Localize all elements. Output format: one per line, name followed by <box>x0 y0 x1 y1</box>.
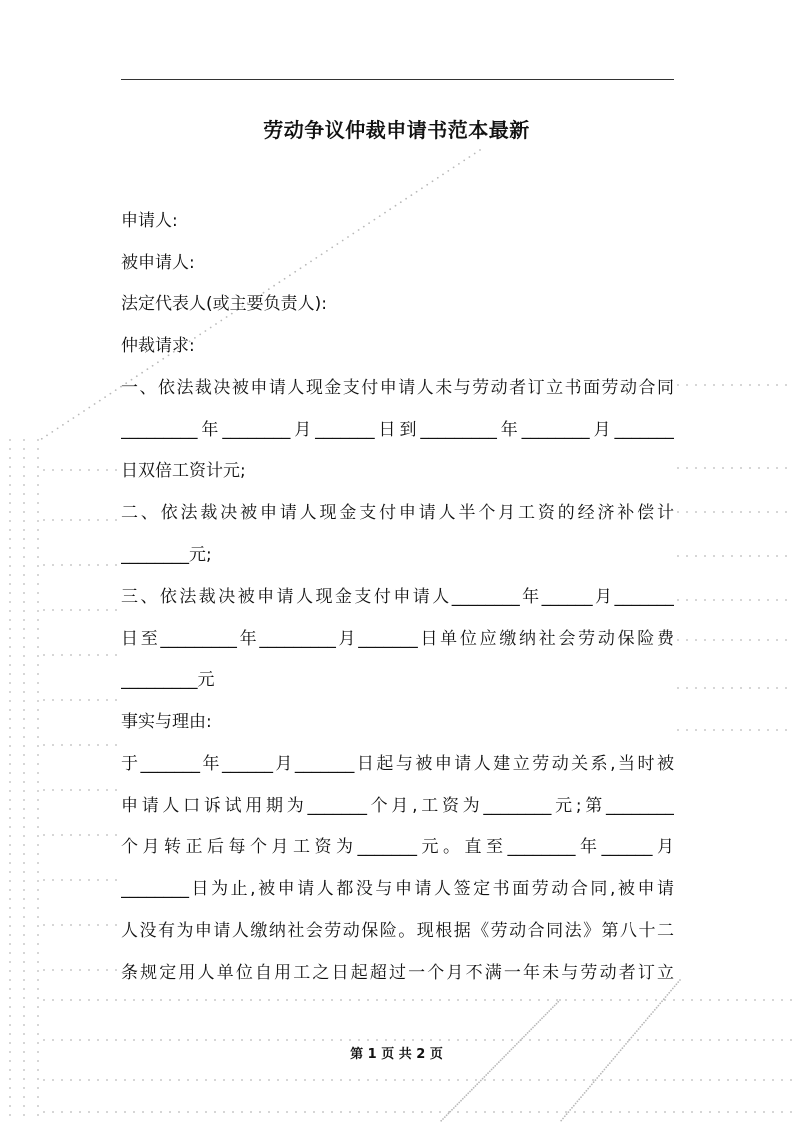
arbitration-claims-heading: 仲裁请求: <box>121 336 195 356</box>
legal-representative-label: 法定代表人(或主要负责人): <box>121 294 327 314</box>
facts-line-5: 人没有为申请人缴纳社会劳动保险。现根据《劳动合同法》第八十二 <box>121 921 674 941</box>
facts-line-2: 申请人口诉试用期为_______个月,工资为________元;第________ <box>121 796 674 816</box>
page-footer: 第 1 页 共 2 页 <box>350 1047 443 1062</box>
claim-2-line-2: ________元; <box>121 545 212 565</box>
header-rule <box>121 79 674 80</box>
claim-1-line-2: _________年________月_______日到_________年________月_______ <box>121 420 674 440</box>
document-title: 劳动争议仲裁申请书范本最新 <box>263 118 530 142</box>
claim-3-line-3: _________元 <box>121 670 215 690</box>
facts-line-3: 个月转正后每个月工资为_______元。直至________年______月 <box>121 837 674 857</box>
respondent-label: 被申请人: <box>121 253 195 273</box>
facts-reasons-heading: 事实与理由: <box>121 712 212 732</box>
applicant-label: 申请人: <box>121 211 178 231</box>
facts-line-6: 条规定用人单位自用工之日起超过一个月不满一年未与劳动者订立 <box>121 963 674 983</box>
claim-3-line-2: 日至_________年_________月_______日单位应缴纳社会劳动保险费 <box>121 629 674 649</box>
claim-3-line-1: 三、依法裁决被申请人现金支付申请人________年______月_______ <box>121 587 674 607</box>
facts-line-1: 于_______年______月_______日起与被申请人建立劳动关系,当时被 <box>121 754 674 774</box>
facts-line-4: ________日为止,被申请人都没与申请人签定书面劳动合同,被申请 <box>121 879 674 899</box>
claim-1-line-3: 日双倍工资计元; <box>121 461 246 481</box>
claim-1-line-1: 一、依法裁决被申请人现金支付申请人未与劳动者订立书面劳动合同 <box>121 378 674 398</box>
claim-2-line-1: 二、依法裁决被申请人现金支付申请人半个月工资的经济补偿计 <box>121 503 674 523</box>
